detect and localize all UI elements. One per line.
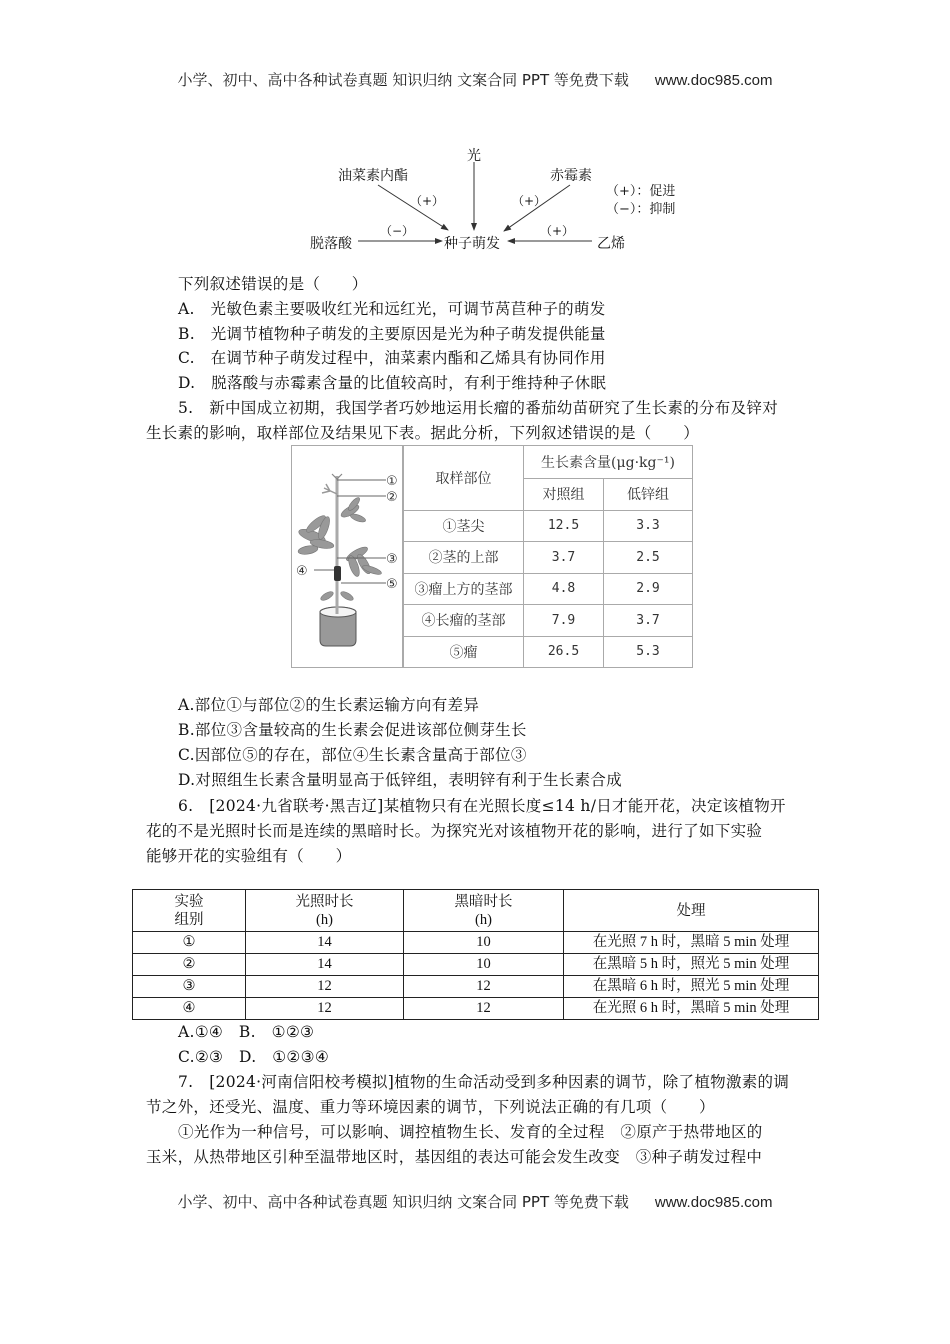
q7-stem-line3: ①光作为一种信号，可以影响、调控植物生长、发育的全过程 ②原产于热带地区的 [178, 1123, 763, 1141]
q7-stem-line1: 7. [2024·河南信阳校考模拟]植物的生命活动受到多种因素的调节，除了植物激素的调 [178, 1073, 790, 1091]
cell-control: 26.5 [524, 636, 604, 667]
page-footer [0, 1191, 950, 1212]
cell-treatment: 在光照 6 h 时，黑暗 5 min 处理 [564, 998, 819, 1020]
q5-option-c: C.因部位⑤的存在，部位④生长素含量高于部位③ [178, 746, 527, 764]
label-gibberellin: 赤霉素 [550, 168, 592, 184]
table-row [133, 932, 819, 954]
cell-lowzn: 2.9 [604, 573, 693, 605]
q5-stem-line1: 5. 新中国成立初期，我国学者巧妙地运用长瘤的番茄幼苗研究了生长素的分布及锌对 [178, 399, 778, 417]
sign-gibberellin: （+） [512, 194, 547, 208]
table-row [404, 542, 693, 574]
col-sampling-site: 取样部位 [404, 446, 524, 510]
cell-part: ⑤瘤 [404, 636, 524, 667]
svg-text:④: ④ [296, 564, 308, 579]
q6-stem-line1: 6. [2024·九省联考·黑吉辽]某植物只有在光照长度≤14 h/日才能开花，决定该植物开 [178, 797, 786, 815]
table-row [133, 998, 819, 1020]
cell-part: ④长瘤的茎部 [404, 605, 524, 637]
sign-aba: （−） [380, 224, 415, 238]
col-low-zinc: 低锌组 [604, 478, 693, 510]
col-dark-duration [404, 890, 564, 932]
svg-text:②: ② [386, 490, 398, 505]
cell-part: ③瘤上方的茎部 [404, 573, 524, 605]
col-control: 对照组 [524, 478, 604, 510]
q7-stem-line4: 玉米，从热带地区引种至温带地区时，基因组的表达可能会发生改变 ③种子萌发过程中 [146, 1148, 763, 1166]
q6-options-line1: A.①④ B. ①②③ [178, 1023, 315, 1041]
q6-options-line2: C.②③ D. ①②③④ [178, 1048, 330, 1066]
cell-treatment: 在光照 7 h 时，黑暗 5 min 处理 [564, 932, 819, 954]
cell-light: 14 [246, 932, 404, 954]
header-url[interactable]: www.doc985.com [654, 72, 773, 89]
col-group-line1: 实验 [174, 893, 204, 910]
q4-option-b: B. 光调节植物种子萌发的主要原因是光为种子萌发提供能量 [178, 325, 606, 343]
cell-treatment: 在黑暗 5 h 时，照光 5 min 处理 [564, 954, 819, 976]
cell-lowzn: 3.3 [604, 510, 693, 542]
auxin-table [291, 445, 693, 668]
table-row [404, 573, 693, 605]
cell-lowzn: 2.5 [604, 542, 693, 574]
plant-icon [292, 446, 403, 667]
cell-part: ②茎的上部 [404, 542, 524, 574]
cell-group: ④ [133, 998, 246, 1020]
cell-light: 14 [246, 954, 404, 976]
cell-dark: 12 [404, 998, 564, 1020]
svg-text:⑤: ⑤ [386, 577, 398, 592]
legend-promote: （+）：促进 [606, 184, 676, 199]
photoperiod-table [132, 889, 819, 1020]
col-treatment: 处理 [564, 890, 819, 932]
footer-text: 小学、初中、高中各种试卷真题 知识归纳 文案合同 PPT 等免费下载 [177, 1193, 629, 1211]
label-aba: 脱落酸 [310, 236, 352, 252]
cell-lowzn: 3.7 [604, 605, 693, 637]
cell-lowzn: 5.3 [604, 636, 693, 667]
col-light-duration [246, 890, 404, 932]
tomato-plant-illustration [292, 446, 403, 667]
cell-control: 7.9 [524, 605, 604, 637]
col-group [133, 890, 246, 932]
col-dark-line2: (h) [475, 911, 492, 928]
label-brassinolide: 油菜素内酯 [338, 168, 408, 184]
sign-ethylene: （+） [540, 224, 575, 238]
q5-option-d: D.对照组生长素含量明显高于低锌组，表明锌有利于生长素合成 [178, 771, 623, 789]
table-row [404, 636, 693, 667]
col-light-line1: 光照时长 [295, 893, 354, 910]
col-light-line2: (h) [316, 911, 333, 928]
header-text: 小学、初中、高中各种试卷真题 知识归纳 文案合同 PPT 等免费下载 [177, 71, 629, 89]
page-header [0, 69, 950, 90]
table-row [133, 976, 819, 998]
seed-germination-diagram [300, 140, 680, 260]
label-ethylene: 乙烯 [597, 236, 625, 252]
q4-option-a: A. 光敏色素主要吸收红光和远红光，可调节莴苣种子的萌发 [178, 300, 606, 318]
q4-option-d: D. 脱落酸与赤霉素含量的比值较高时，有利于维持种子休眠 [178, 374, 607, 392]
cell-group: ③ [133, 976, 246, 998]
cell-control: 12.5 [524, 510, 604, 542]
q4-option-c: C. 在调节种子萌发过程中，油菜素内酯和乙烯具有协同作用 [178, 349, 606, 367]
col-dark-line1: 黑暗时长 [454, 893, 513, 910]
label-light: 光 [467, 148, 481, 164]
table-row [404, 510, 693, 542]
cell-dark: 10 [404, 932, 564, 954]
cell-light: 12 [246, 998, 404, 1020]
col-group-line2: 组别 [174, 911, 204, 928]
cell-dark: 12 [404, 976, 564, 998]
footer-url[interactable]: www.doc985.com [654, 1194, 773, 1211]
q5-option-b: B.部位③含量较高的生长素会促进该部位侧芽生长 [178, 721, 527, 739]
cell-light: 12 [246, 976, 404, 998]
cell-treatment: 在黑暗 6 h 时，照光 5 min 处理 [564, 976, 819, 998]
sign-brassinolide: （+） [410, 194, 445, 208]
col-auxin-content: 生长素含量(μg·kg⁻¹) [524, 446, 693, 478]
table-row [133, 954, 819, 976]
legend-inhibit: （−）：抑制 [606, 202, 676, 217]
cell-control: 4.8 [524, 573, 604, 605]
cell-control: 3.7 [524, 542, 604, 574]
cell-group: ② [133, 954, 246, 976]
q5-stem-line2: 生长素的影响，取样部位及结果见下表。据此分析，下列叙述错误的是（ ） [146, 424, 700, 442]
q5-option-a: A.部位①与部位②的生长素运输方向有差异 [178, 696, 480, 714]
q7-stem-line2: 节之外，还受光、温度、重力等环境因素的调节，下列说法正确的有几项（ ） [146, 1098, 715, 1116]
cell-part: ①茎尖 [404, 510, 524, 542]
auxin-data-table [403, 446, 692, 667]
q4-stem: 下列叙述错误的是（ ） [178, 275, 368, 293]
label-seed-germination: 种子萌发 [444, 236, 500, 252]
svg-text:①: ① [386, 474, 398, 489]
table-row [404, 605, 693, 637]
cell-dark: 10 [404, 954, 564, 976]
cell-group: ① [133, 932, 246, 954]
svg-text:③: ③ [386, 552, 398, 567]
q6-stem-line3: 能够开花的实验组有（ ） [146, 847, 352, 865]
q6-stem-line2: 花的不是光照时长而是连续的黑暗时长。为探究光对该植物开花的影响，进行了如下实验 [146, 822, 763, 840]
